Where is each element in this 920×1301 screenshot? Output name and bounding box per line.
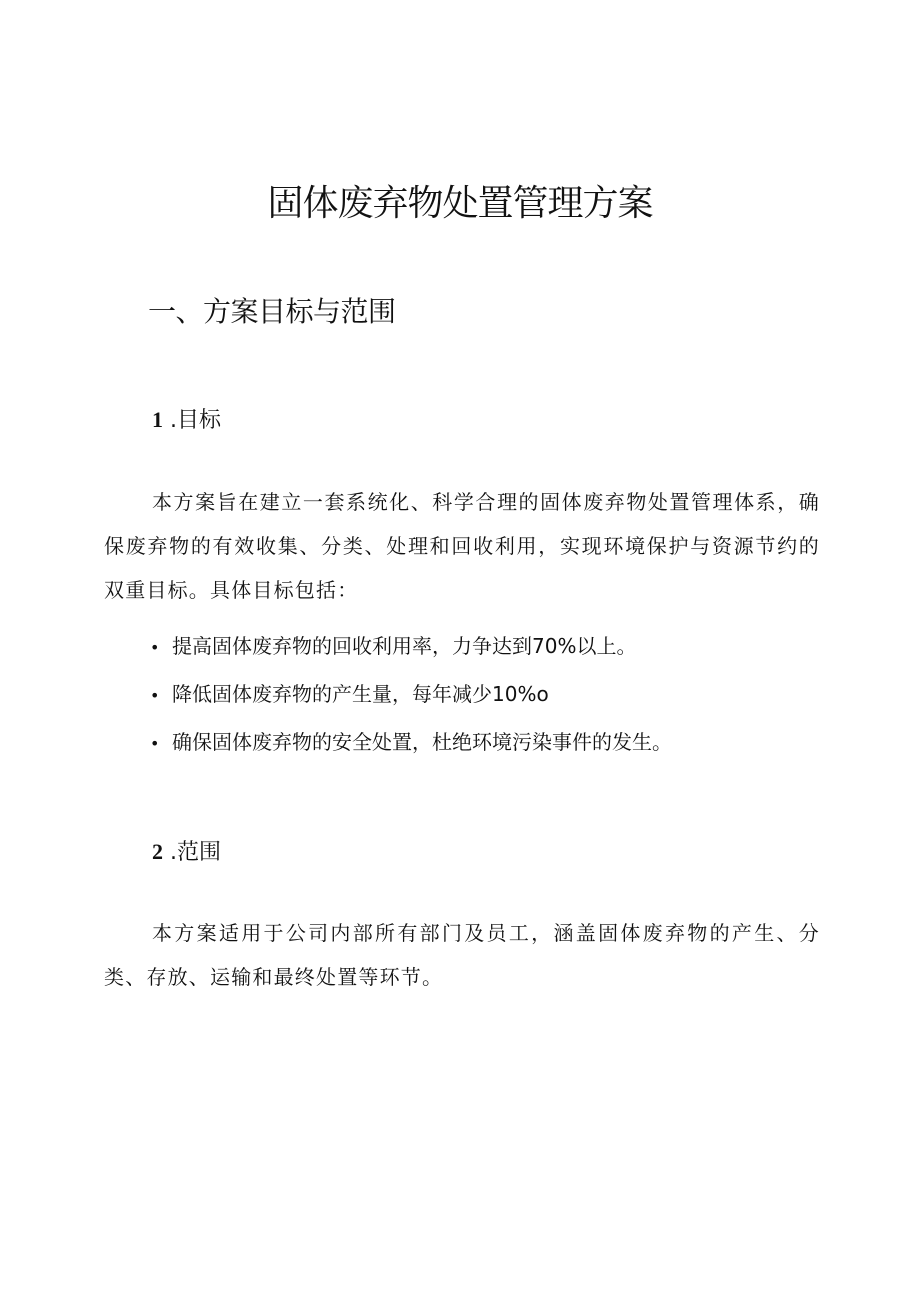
bullet-icon: • — [150, 686, 160, 705]
list-item — [150, 622, 672, 670]
bullet-text: 降低固体废弃物的产生量，每年减少10%o — [172, 682, 549, 706]
subheading-scope-number: 2 — [152, 839, 163, 864]
document-title: 固体废弃物处置管理方案 — [267, 183, 653, 224]
bullet-icon: • — [150, 638, 160, 657]
bullet-icon: • — [150, 734, 160, 753]
scope-paragraph: 本方案适用于公司内部所有部门及员工，涵盖固体废弃物的产生、分类、存放、运输和最终处置等环节。 — [104, 921, 820, 989]
section-heading-goals-scope: 一、方案目标与范围 — [148, 295, 396, 328]
subheading-goal-number: 1 — [152, 407, 163, 432]
subheading-scope-label: .范围 — [163, 840, 221, 865]
subheading-goal-label: .目标 — [163, 408, 221, 433]
goal-bullet-list — [150, 622, 672, 766]
subheading-goal — [152, 404, 221, 437]
bullet-text: 提高固体废弃物的回收利用率，力争达到70%以上。 — [172, 634, 637, 658]
list-item — [150, 718, 672, 766]
bullet-text: 确保固体废弃物的安全处置，杜绝环境污染事件的发生。 — [172, 730, 672, 754]
goal-paragraph: 本方案旨在建立一套系统化、科学合理的固体废弃物处置管理体系，确保废弃物的有效收集、分类、处理和回收利用，实现环境保护与资源节约的双重目标。具体目标包括： — [104, 490, 820, 602]
list-item — [150, 670, 672, 718]
subheading-scope — [152, 836, 221, 869]
